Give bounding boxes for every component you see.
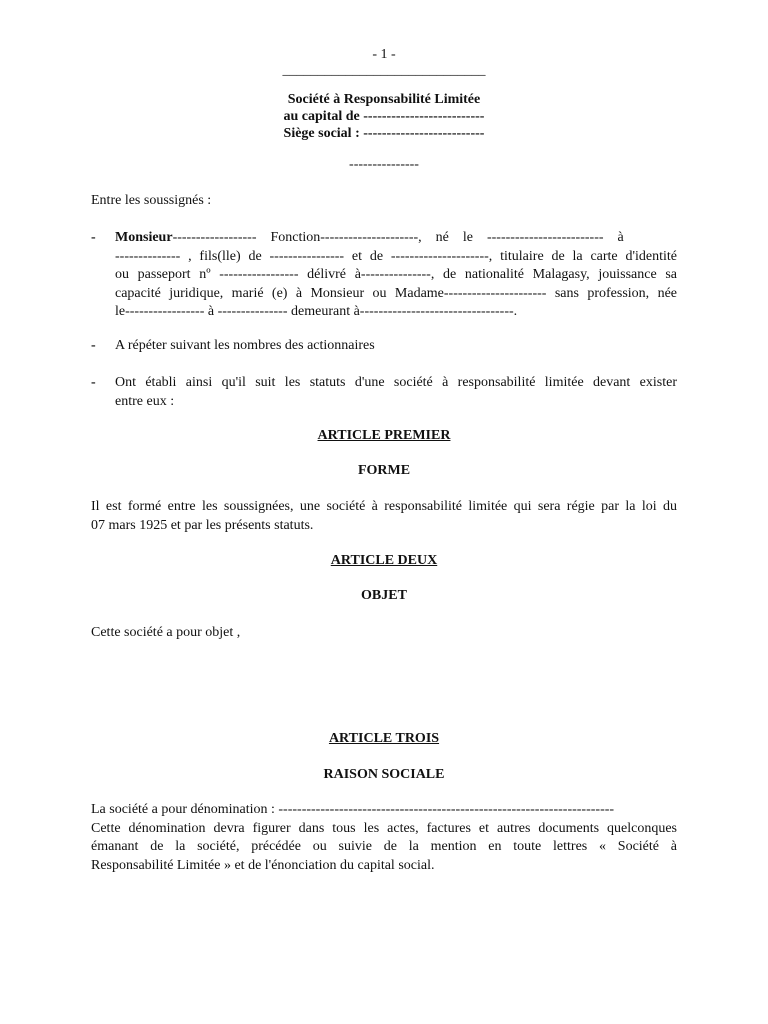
statuts-line-1: Ont établi ainsi qu'il suit les statuts d'une société à responsabilité limitée devant exister — [115, 375, 677, 390]
company-type: Société à Responsabilité Limitée — [287, 92, 481, 107]
monsieur-label: Monsieur — [115, 230, 173, 245]
monsieur-line-2: -------------- , fils(lle) de ---------------- et de ---------------------, titulaire de la carte d'identité — [115, 248, 677, 264]
monsieur-line-3: ou passeport nº ----------------- délivré à---------------, de nationalité Malagasy, jouissance sa — [115, 267, 677, 282]
header-separator: --------------- — [349, 157, 419, 172]
article-1-line-1: Il est formé entre les soussignées, une société à responsabilité limitée qui sera régie par la loi du — [91, 499, 677, 514]
article-1-title: ARTICLE PREMIER — [317, 428, 451, 443]
monsieur-line-1-rest: ------------------ Fonction---------------------, né le ------------------------- à — [172, 230, 624, 245]
article-3-line-2: Cette dénomination devra figurer dans tous les actes, factures et autres documents quelconques — [91, 820, 677, 836]
monsieur-line-4: capacité juridique, marié (e) à Monsieur ou Madame---------------------- sans profession, née — [115, 285, 677, 301]
article-3-subtitle: RAISON SOCIALE — [323, 767, 445, 782]
statuts-line-2: entre eux : — [115, 393, 175, 409]
company-siege: Siège social : -------------------------- — [283, 126, 485, 141]
intro-text: Entre les soussignés : — [91, 193, 212, 208]
article-1-body — [91, 498, 677, 535]
article-2-subtitle: OBJET — [361, 588, 407, 603]
bullet-dash: - — [91, 230, 96, 245]
company-capital: au capital de -------------------------- — [283, 109, 485, 124]
page-number: - 1 - — [372, 47, 396, 62]
monsieur-line-5: le----------------- à --------------- demeurant à---------------------------------. — [115, 304, 518, 319]
article-2-body: Cette société a pour objet , — [91, 625, 241, 640]
article-1-line-2: 07 mars 1925 et par les présents statuts. — [91, 517, 314, 533]
article-1-subtitle: FORME — [357, 463, 411, 478]
article-3-body — [91, 801, 677, 875]
bullet-dash: - — [91, 375, 96, 390]
bullet-dash: - — [91, 338, 96, 353]
article-2-title: ARTICLE DEUX — [330, 553, 438, 568]
article-3-title: ARTICLE TROIS — [328, 731, 440, 746]
monsieur-line-1 — [115, 229, 677, 248]
repeat-note: A répéter suivant les nombres des actionnaires — [115, 338, 375, 353]
statuts-paragraph — [115, 374, 677, 411]
article-3-line-4: Responsabilité Limitée » et de l'énonciation du capital social. — [91, 857, 435, 873]
article-3-line-1: La société a pour dénomination : ------------------------------------------------------------------------ — [91, 802, 615, 817]
monsieur-paragraph — [115, 229, 677, 322]
header-rule: _____________________________ — [282, 63, 486, 78]
article-3-line-3: émanant de la société, précédée ou suivie de la mention en toute lettres « Société à — [91, 839, 677, 854]
